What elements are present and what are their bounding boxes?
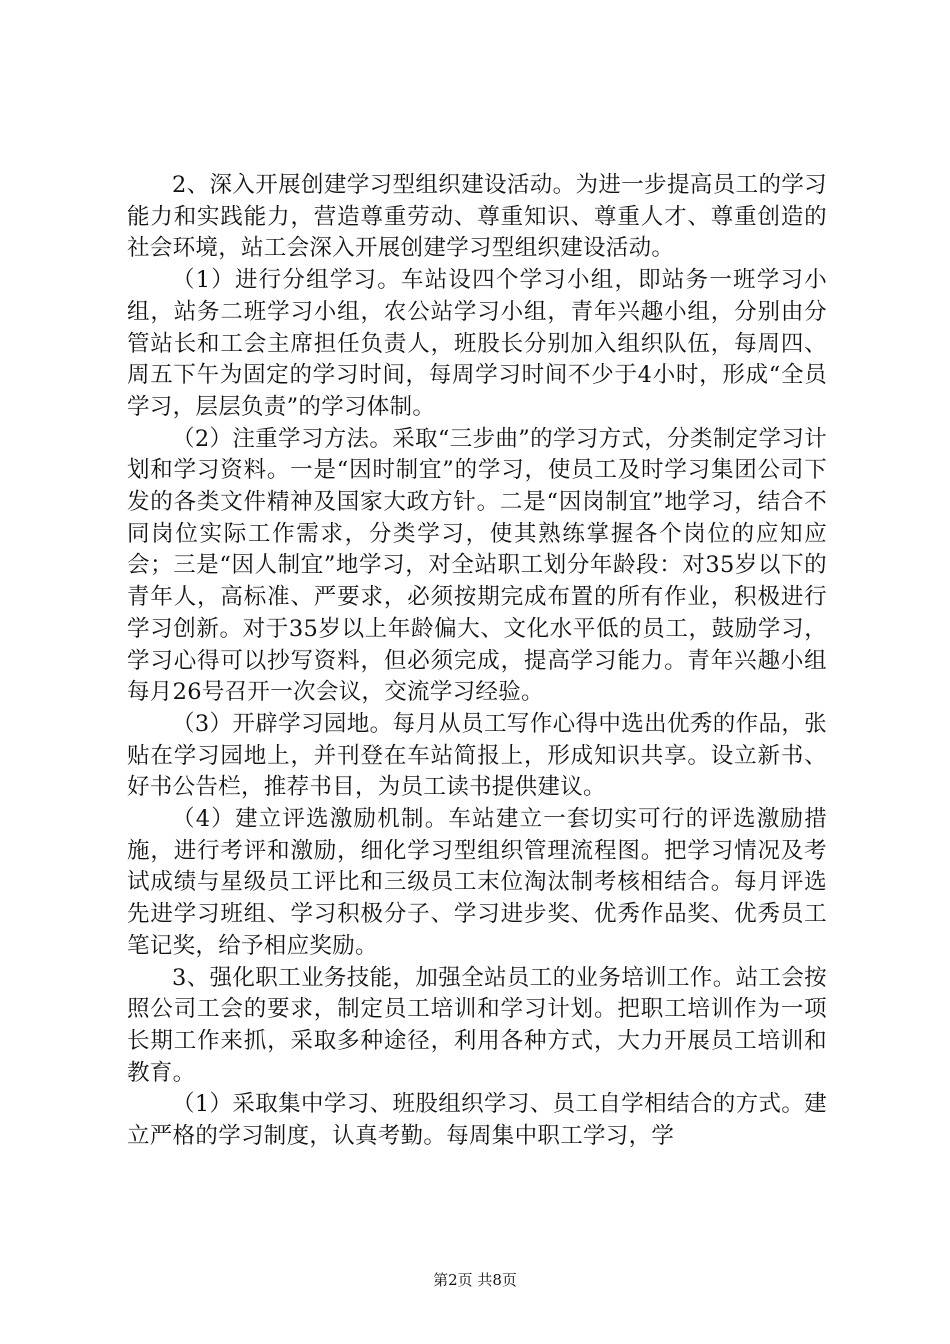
paragraph-section-2: 2、深入开展创建学习型组织建设活动。为进一步提高员工的学习能力和实践能力，营造尊重劳动、尊重知识、尊重人才、尊重创造的社会环境，站工会深入开展创建学习型组织建设活动。 (127, 172, 827, 262)
paragraph-section-3: 3、强化职工业务技能，加强全站员工的业务培训工作。站工会按照公司工会的要求，制定员工培训和学习计划。把职工培训作为一项长期工作来抓，采取多种途径，利用各种方式，大力开展员工培训和教育。 (127, 964, 827, 1086)
paragraph-item-4-incentive: （4）建立评选激励机制。车站建立一套切实可行的评选激励措施，进行考评和激励，细化学习型组织管理流程图。把学习情况及考试成绩与星级员工评比和三级员工末位淘汰制考核相结合。每月评选先进学习班组、学习积极分子、学习进步奖、优秀作品奖、优秀员工笔记奖，给予相应奖励。 (127, 806, 827, 959)
paragraph-item-1-centralized-study: （1）采取集中学习、班股组织学习、员工自学相结合的方式。建立严格的学习制度，认真考勤。每周集中职工学习，学 (127, 1091, 827, 1150)
paragraph-item-1-group-study: （1）进行分组学习。车站设四个学习小组，即站务一班学习小组，站务二班学习小组，农公站学习小组，青年兴趣小组，分别由分管站长和工会主席担任负责人，班股长分别加入组织队伍，每周四、周五下午为固定的学习时间，每周学习时间不少于4小时，形成“全员学习，层层负责”的学习体制。 (127, 267, 827, 420)
page-number-footer: 第2页 共8页 (433, 1271, 517, 1289)
paragraph-item-3-study-garden: （3）开辟学习园地。每月从员工写作心得中选出优秀的作品，张贴在学习园地上，并刊登在车站简报上，形成知识共享。设立新书、好书公告栏，推荐书目，为员工读书提供建议。 (127, 710, 827, 801)
document-body (127, 170, 827, 1153)
paragraph-item-2-study-method: （2）注重学习方法。采取“三步曲”的学习方式，分类制定学习计划和学习资料。一是“因时制宜”的学习，使员工及时学习集团公司下发的各类文件精神及国家大政方针。二是“因岗制宜”地学习，结合不同岗位实际工作需求，分类学习，使其熟练掌握各个岗位的应知应会；三是“因人制宜”地学习，对全站职工划分年龄段：对35岁以下的青年人，高标准、严要求，必须按期完成布置的所有作业，积极进行学习创新。对于35岁以上年龄偏大、文化水平低的员工，鼓励学习，学习心得可以抄写资料，但必须完成，提高学习能力。青年兴趣小组每月26号召开一次会议，交流学习经验。 (127, 425, 827, 706)
